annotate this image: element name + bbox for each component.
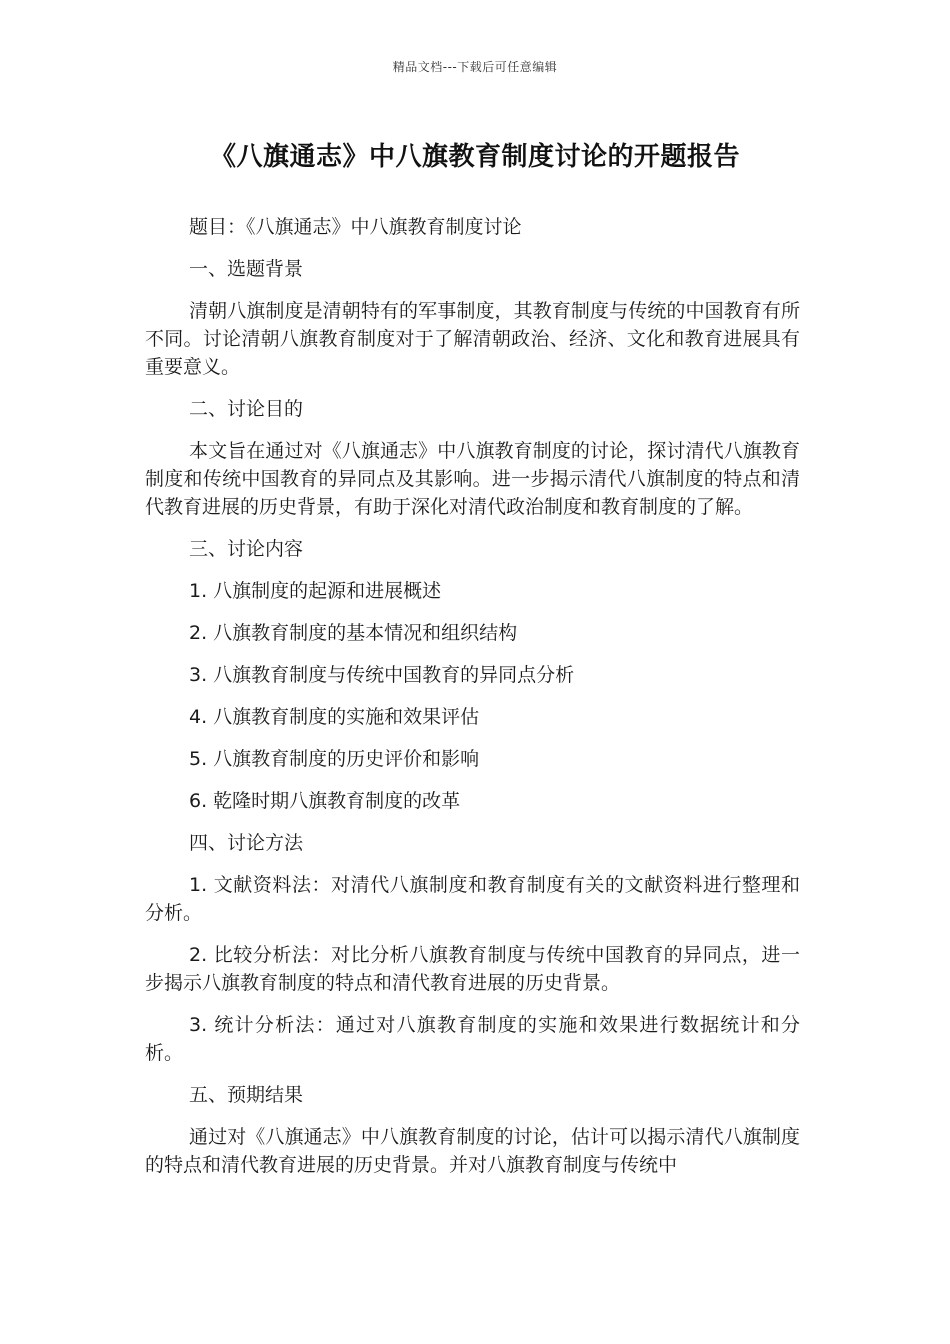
document-body	[145, 213, 800, 1193]
section-heading-background: 一、选题背景	[189, 258, 304, 280]
section-heading-purpose: 二、讨论目的	[189, 398, 304, 420]
paragraph-results: 通过对《八旗通志》中八旗教育制度的讨论，估计可以揭示清代八旗制度的特点和清代教育进展的历史背景。并对八旗教育制度与传统中	[145, 1126, 800, 1176]
list-item: 5. 八旗教育制度的历史评价和影响	[189, 748, 480, 770]
list-item: 2. 比较分析法：对比分析八旗教育制度与传统中国教育的异同点，进一步揭示八旗教育制度的特点和清代教育进展的历史背景。	[145, 944, 800, 994]
paragraph-background: 清朝八旗制度是清朝特有的军事制度，其教育制度与传统的中国教育有所不同。讨论清朝八旗教育制度对于了解清朝政治、经济、文化和教育进展具有重要意义。	[145, 300, 800, 378]
section-heading-content: 三、讨论内容	[189, 538, 304, 560]
list-item: 1. 八旗制度的起源和进展概述	[189, 580, 442, 602]
section-heading-results: 五、预期结果	[189, 1084, 304, 1106]
list-item: 3. 八旗教育制度与传统中国教育的异同点分析	[189, 664, 575, 686]
document-title: 《八旗通志》中八旗教育制度讨论的开题报告	[209, 142, 740, 172]
header-note: 精品文档---下载后可任意编辑	[392, 60, 558, 74]
list-item: 6. 乾隆时期八旗教育制度的改革	[189, 790, 461, 812]
list-item: 2. 八旗教育制度的基本情况和组织结构	[189, 622, 518, 644]
topic-line: 题目：《八旗通志》中八旗教育制度讨论	[189, 216, 522, 238]
list-item: 3. 统计分析法：通过对八旗教育制度的实施和效果进行数据统计和分析。	[145, 1014, 800, 1064]
list-item: 1. 文献资料法：对清代八旗制度和教育制度有关的文献资料进行整理和分析。	[145, 874, 800, 924]
list-item: 4. 八旗教育制度的实施和效果评估	[189, 706, 480, 728]
section-heading-methods: 四、讨论方法	[189, 832, 304, 854]
paragraph-purpose: 本文旨在通过对《八旗通志》中八旗教育制度的讨论，探讨清代八旗教育制度和传统中国教育的异同点及其影响。进一步揭示清代八旗制度的特点和清代教育进展的历史背景，有助于深化对清代政治制度和教育制度的了解。	[145, 440, 800, 518]
